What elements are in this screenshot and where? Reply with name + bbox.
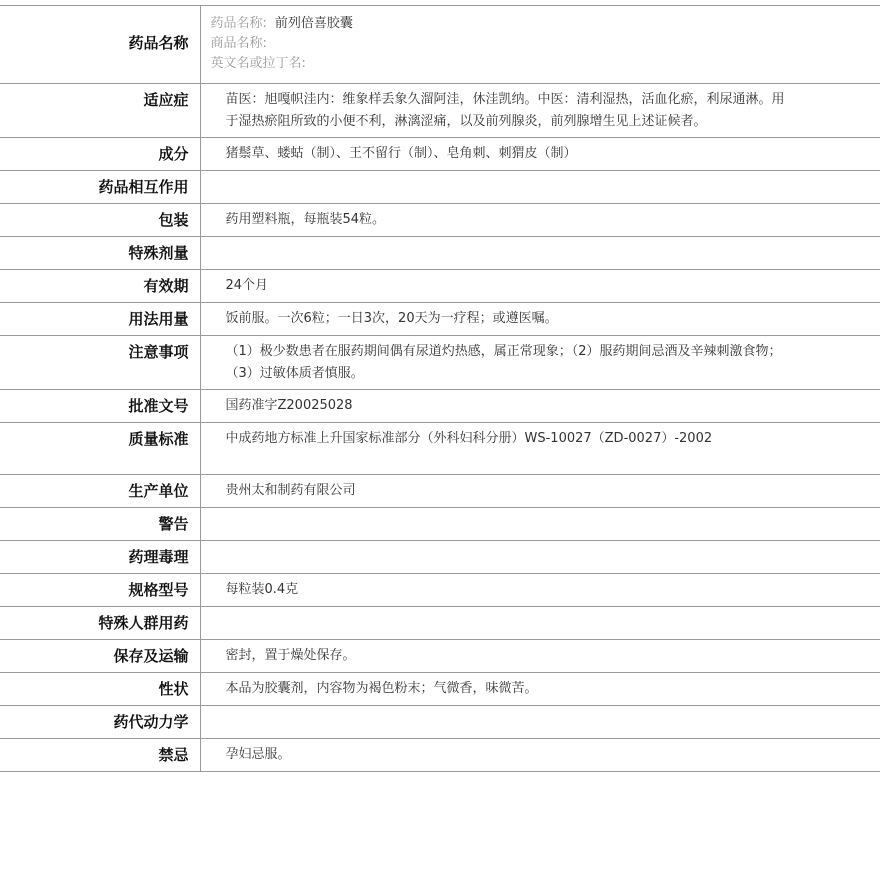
name-line-trade — [211, 34, 880, 54]
row-packaging — [0, 204, 880, 237]
name-value-generic: 前列倍喜胶囊 — [274, 16, 353, 31]
value-quality-standard: 中成药地方标准上升国家标准部分（外科妇科分册）WS-10027（ZD-0027）-2002 — [200, 423, 880, 475]
row-approval-number — [0, 390, 880, 423]
value-properties: 本品为胶囊剂，内容物为褐色粉末；气微香，味微苦。 — [200, 673, 880, 706]
label-precautions: 注意事项 — [0, 336, 200, 390]
row-warning — [0, 508, 880, 541]
value-pharmacology — [200, 541, 880, 574]
value-manufacturer: 贵州太和制药有限公司 — [200, 475, 880, 508]
row-pharmacokinetics — [0, 706, 880, 739]
row-specification — [0, 574, 880, 607]
row-special-populations — [0, 607, 880, 640]
row-properties — [0, 673, 880, 706]
label-special-dosage: 特殊剂量 — [0, 237, 200, 270]
label-pharmacology: 药理毒理 — [0, 541, 200, 574]
label-contraindications: 禁忌 — [0, 739, 200, 772]
row-shelf-life — [0, 270, 880, 303]
value-specification: 每粒装0.4克 — [200, 574, 880, 607]
row-special-dosage — [0, 237, 880, 270]
label-drug-name: 药品名称 — [0, 6, 200, 84]
name-line-latin — [211, 54, 880, 74]
value-special-dosage — [200, 237, 880, 270]
value-dosage: 饭前服。一次6粒；一日3次，20天为一疗程；或遵医嘱。 — [200, 303, 880, 336]
label-packaging: 包装 — [0, 204, 200, 237]
value-warning — [200, 508, 880, 541]
name-line-generic — [211, 14, 880, 34]
label-manufacturer: 生产单位 — [0, 475, 200, 508]
label-properties: 性状 — [0, 673, 200, 706]
label-warning: 警告 — [0, 508, 200, 541]
label-interactions: 药品相互作用 — [0, 171, 200, 204]
label-dosage: 用法用量 — [0, 303, 200, 336]
name-key-latin: 英文名或拉丁名: — [210, 56, 306, 71]
label-ingredients: 成分 — [0, 138, 200, 171]
value-shelf-life: 24个月 — [200, 270, 880, 303]
value-special-populations — [200, 607, 880, 640]
row-precautions — [0, 336, 880, 390]
row-contraindications — [0, 739, 880, 772]
row-pharmacology — [0, 541, 880, 574]
label-storage: 保存及运输 — [0, 640, 200, 673]
label-special-populations: 特殊人群用药 — [0, 607, 200, 640]
label-pharmacokinetics: 药代动力学 — [0, 706, 200, 739]
value-packaging: 药用塑料瓶，每瓶装54粒。 — [200, 204, 880, 237]
value-contraindications: 孕妇忌服。 — [200, 739, 880, 772]
value-interactions — [200, 171, 880, 204]
value-indications: 苗医：旭嘎帜洼内：维象样丢象久溜阿洼，休洼凯纳。中医：清利湿热，活血化瘀，利尿通淋。用于湿热瘀阻所致的小便不利，淋漓涩痛，以及前列腺炎，前列腺增生见上述证候者。 — [200, 84, 880, 138]
label-specification: 规格型号 — [0, 574, 200, 607]
value-precautions: （1）极少数患者在服药期间偶有尿道灼热感，属正常现象；（2）服药期间忌酒及辛辣刺激食物；（3）过敏体质者慎服。 — [200, 336, 880, 390]
value-pharmacokinetics — [200, 706, 880, 739]
label-indications: 适应症 — [0, 84, 200, 138]
label-shelf-life: 有效期 — [0, 270, 200, 303]
name-key-trade: 商品名称: — [210, 36, 267, 51]
drug-name-block — [200, 6, 880, 84]
value-ingredients: 猪鬃草、蝼蛄（制）、王不留行（制）、皂角刺、刺猬皮（制） — [200, 138, 880, 171]
label-quality-standard: 质量标准 — [0, 423, 200, 475]
row-indications — [0, 84, 880, 138]
value-storage: 密封，置于燥处保存。 — [200, 640, 880, 673]
row-dosage — [0, 303, 880, 336]
value-approval-number: 国药准字Z20025028 — [200, 390, 880, 423]
label-approval-number: 批准文号 — [0, 390, 200, 423]
row-manufacturer — [0, 475, 880, 508]
name-key-generic: 药品名称: — [210, 16, 267, 31]
row-interactions — [0, 171, 880, 204]
row-quality-standard — [0, 423, 880, 475]
row-ingredients — [0, 138, 880, 171]
drug-info-table — [0, 5, 880, 772]
row-storage — [0, 640, 880, 673]
row-drug-name — [0, 6, 880, 84]
